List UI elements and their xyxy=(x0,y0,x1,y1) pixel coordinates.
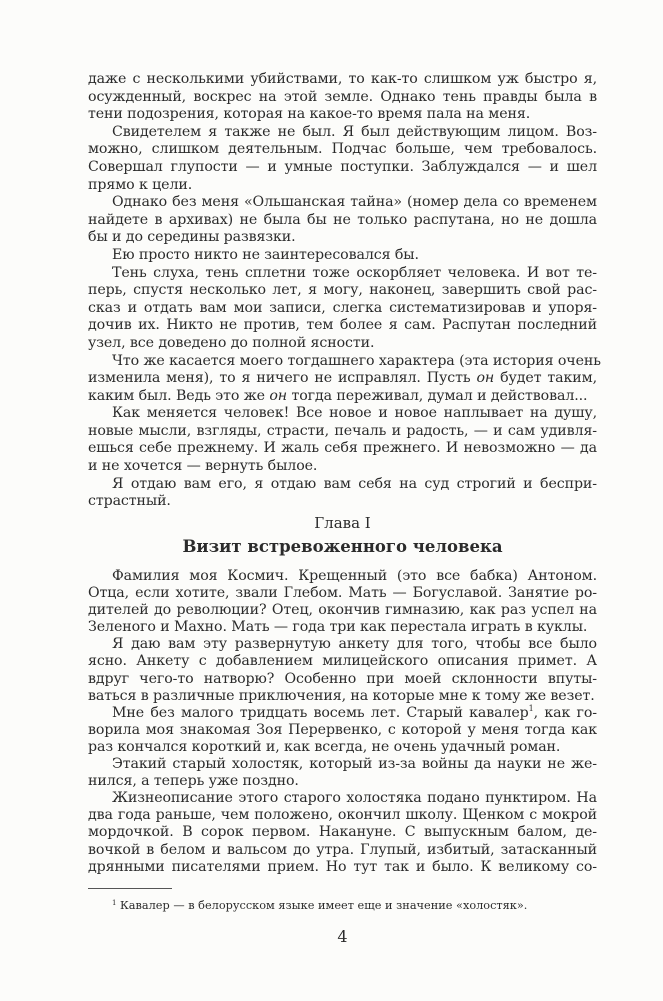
text-line: сказ и отдать вам мои записи, слегка систематизировав и упоря- xyxy=(88,299,597,316)
text-line xyxy=(88,388,597,406)
text-line: осужденный, воскрес на этой земле. Однако тень правды была в xyxy=(88,88,597,105)
text-line: Тень слуха, тень сплетни тоже оскорбляет человека. И вот те- xyxy=(112,264,597,281)
text-line: и не хочется — вернуть былое. xyxy=(88,458,318,475)
paragraph xyxy=(88,405,597,475)
text-line: страстный. xyxy=(88,493,171,510)
text-line: нился, а теперь уже поздно. xyxy=(88,773,299,790)
text-line: дителей до революции? Отец, окончив гимназию, как раз успел на xyxy=(88,602,597,619)
paragraph xyxy=(88,247,597,265)
text-segment: тогда переживал, думал и действовал... xyxy=(287,387,588,404)
text-segment: Мне без малого тридцать восемь лет. Старый кавалер xyxy=(112,704,529,721)
text-line: можно, слишком деятельным. Подчас больше, чем требовалось. xyxy=(88,141,597,158)
chapter-title: Визит встревоженного человека xyxy=(182,537,503,556)
paragraph xyxy=(88,636,597,704)
text-segment: изменила меня), то я ничего не исправлял. Пусть xyxy=(88,370,477,387)
text-line: Я отдаю вам его, я отдаю вам себя на суд строгий и беспри- xyxy=(112,475,597,492)
text-line: новые мысли, взгляды, страсти, печаль и радость, — и сам удивля- xyxy=(88,422,597,439)
text-segment: , как го- xyxy=(533,704,598,721)
text-line: Совершал глупости — и умные поступки. Заблуждался — и шел xyxy=(88,158,597,175)
paragraph xyxy=(88,194,597,247)
text-line: Жизнеописание этого старого холостяка подано пунктиром. На xyxy=(112,790,597,807)
footnote-mark: 1 xyxy=(112,899,117,907)
text-line: Однако без меня «Ольшанская тайна» (номер дела со временем xyxy=(112,194,597,211)
text-line: ваться в различные приключения, на которые мне к тому же везет. xyxy=(88,687,595,704)
text-line: вочкой в белом и вальсом до утра. Глупый, избитый, затасканный xyxy=(88,841,597,858)
text-line: узел, все доведено до полной ясности. xyxy=(88,334,375,351)
body-text-bottom xyxy=(88,568,597,876)
text-line: бы и до середины развязки. xyxy=(88,229,296,246)
footnote-divider xyxy=(88,888,172,889)
paragraph xyxy=(88,265,597,353)
text-line xyxy=(88,705,597,722)
paragraph xyxy=(88,568,597,636)
footnote xyxy=(112,899,527,912)
footnote-text: Кавалер — в белорусском языке имеет еще и значение «холостяк». xyxy=(116,899,528,912)
paragraph xyxy=(88,124,597,194)
text-line: Ею просто никто не заинтересовался бы. xyxy=(112,246,419,263)
text-line: найдете в архивах) не была бы не только распутана, но не дошла xyxy=(88,211,597,228)
text-line: Зеленого и Махно. Мать — года три как перестала играть в куклы. xyxy=(88,619,588,636)
text-line: тени подозрения, которая на какое-то время пала на меня. xyxy=(88,106,531,123)
paragraph xyxy=(88,790,597,875)
text-line: Фамилия моя Космич. Крещенный (это все бабка) Антоном. xyxy=(112,568,597,584)
text-segment: будет таким, xyxy=(494,370,598,387)
page-number: 4 xyxy=(337,927,348,946)
paragraph xyxy=(88,352,601,406)
paragraph xyxy=(88,476,597,511)
paragraph xyxy=(88,71,597,124)
text-line: дочив их. Никто не против, тем более я сам. Распутан последний xyxy=(88,317,597,334)
text-line: Что же касается моего тогдашнего характера (эта история очень xyxy=(112,352,601,369)
text-line: перь, спустя несколько лет, я могу, наконец, завершить свой рас- xyxy=(88,282,597,299)
text-line: Как меняется человек! Все новое и новое наплывает на душу, xyxy=(112,405,597,422)
italic-text: он xyxy=(269,387,288,404)
body-text-top xyxy=(88,71,601,511)
text-line: Свидетелем я также не был. Я был действующим лицом. Воз- xyxy=(112,123,597,140)
paragraph xyxy=(88,756,597,790)
text-line: мордочкой. В сорок первом. Накануне. С выпускным балом, де- xyxy=(88,824,597,841)
text-line: даже с несколькими убийствами, то как-то слишком уж быстро я, xyxy=(88,71,597,87)
text-line: раз кончался короткий и, как всегда, не очень удачный роман. xyxy=(88,738,561,755)
text-line: Отца, если хотите, звали Глебом. Мать — Богуславой. Занятие ро- xyxy=(88,585,597,602)
footnote-ref: 1 xyxy=(528,703,534,713)
text-line: вдруг чего-то натворю? Особенно при моей склонности впуты- xyxy=(88,670,597,687)
text-line: Этакий старый холостяк, который из-за войны да науки не же- xyxy=(112,756,597,773)
paragraph xyxy=(88,705,597,756)
text-segment: каким был. Ведь это же xyxy=(88,387,270,404)
text-line: ворила моя знакомая Зоя Перервенко, с которой у меня тогда как xyxy=(88,721,597,738)
text-line: два года раньше, чем положено, окончил школу. Щенком с мокрой xyxy=(88,807,597,824)
italic-text: он xyxy=(476,370,495,387)
text-line xyxy=(88,370,597,388)
text-line: прямо к цели. xyxy=(88,176,193,193)
text-line: ешься себе прежнему. И жаль себя прежнего. И невозможно — да xyxy=(88,440,597,457)
text-line: дрянными писателями прием. Но тут так и было. К великому со- xyxy=(88,858,597,875)
text-line: ясно. Анкету с добавлением милицейского описания примет. А xyxy=(88,653,597,670)
chapter-label: Глава I xyxy=(314,514,371,532)
text-line: Я даю вам эту развернутую анкету для того, чтобы все было xyxy=(112,636,597,653)
